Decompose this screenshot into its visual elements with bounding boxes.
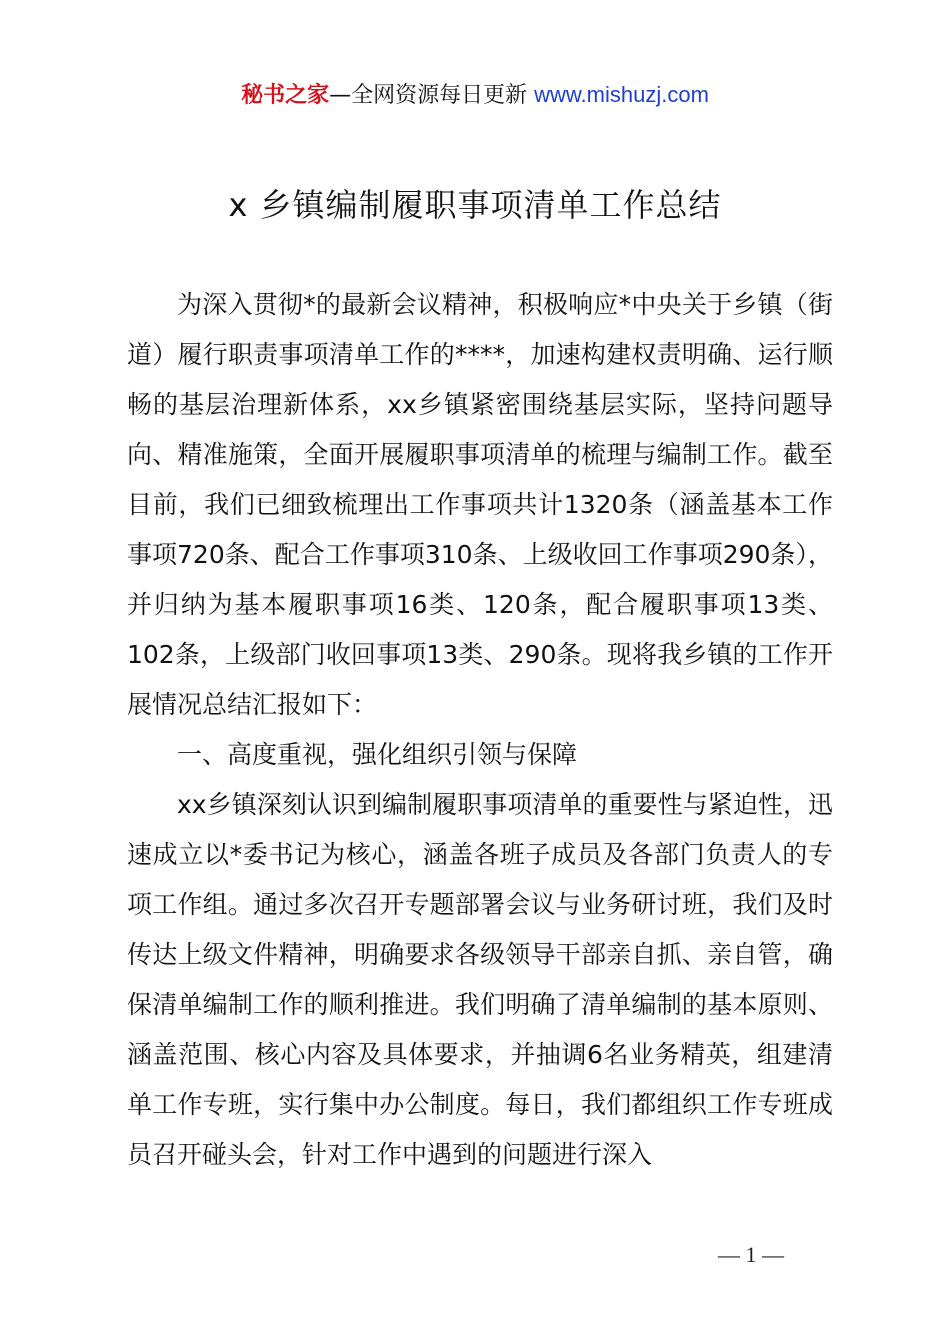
intro-paragraph: 为深入贯彻*的最新会议精神，积极响应*中央关于乡镇（街道）履行职责事项清单工作的****，加速构建权责明确、运行顺畅的基层治理新体系，xx乡镇紧密围绕基层实际，坚持问题导向、精准施策，全面开展履职事项清单的梳理与编制工作。截至目前，我们已细致梳理出工作事项共计1320条（涵盖基本工作事项720条、配合工作事项310条、上级收回工作事项290条），并归纳为基本履职事项16类、120条，配合履职事项13类、102条，上级部门收回事项13类、290条。现将我乡镇的工作开展情况总结汇报如下： xyxy=(127,290,833,719)
document-body xyxy=(127,280,833,1180)
page-number: — 1 — xyxy=(718,1242,784,1267)
brand-name: 秘书之家 xyxy=(241,83,330,108)
document-title: x 乡镇编制履职事项清单工作总结 xyxy=(228,186,722,224)
header-tagline: —全网资源每日更新 xyxy=(329,83,528,108)
section-heading: 一、高度重视，强化组织引领与保障 xyxy=(177,740,578,769)
site-url-link[interactable]: www.mishuzj.com xyxy=(534,82,709,107)
site-header xyxy=(0,80,950,111)
section-paragraph: xx乡镇深刻认识到编制履职事项清单的重要性与紧迫性，迅速成立以*委书记为核心，涵盖各班子成员及各部门负责人的专项工作组。通过多次召开专题部署会议与业务研讨班，我们及时传达上级文件精神，明确要求各级领导干部亲自抓、亲自管，确保清单编制工作的顺利推进。我们明确了清单编制的基本原则、涵盖范围、核心内容及具体要求，并抽调6名业务精英，组建清单工作专班，实行集中办公制度。每日，我们都组织工作专班成员召开碰头会，针对工作中遇到的问题进行深入 xyxy=(127,790,833,1169)
